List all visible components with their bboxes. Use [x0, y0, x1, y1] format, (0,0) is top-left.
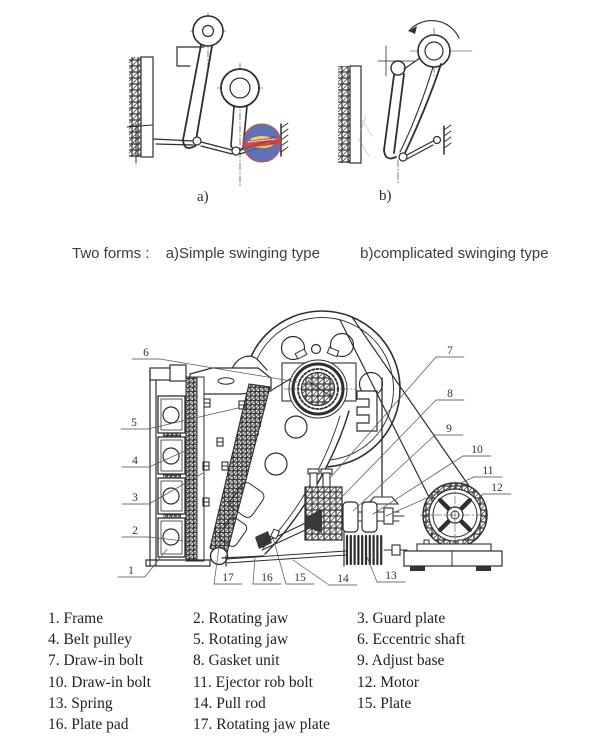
part-item: 5. Rotating jaw	[193, 631, 289, 649]
ejector-rod-bolt	[342, 502, 404, 532]
part-item: 8. Gasket unit	[193, 652, 280, 670]
callout-number: 5	[131, 417, 137, 429]
part-item: 2. Rotating jaw	[193, 610, 289, 627]
frame-right	[357, 378, 398, 504]
part-item: 7. Draw-in bolt	[48, 652, 144, 670]
part-item: 12. Motor	[357, 673, 419, 691]
figure-caption	[72, 245, 549, 262]
adjust-base	[305, 469, 342, 540]
motor-base	[404, 540, 502, 571]
part-item: 17. Rotating jaw plate	[193, 716, 330, 734]
callout-number: 2	[132, 525, 138, 537]
callout-number: 14	[337, 573, 349, 585]
callout-number: 8	[447, 388, 453, 400]
part-item: 6. Eccentric shaft	[357, 631, 466, 649]
diagram-b-complicated-swinging	[338, 21, 472, 184]
part-item: 13. Spring	[48, 694, 113, 712]
crusher-diagram	[118, 311, 511, 585]
callout-number: 13	[385, 570, 397, 582]
part-item: 16. Plate pad	[48, 716, 129, 734]
part-item: 14. Pull rod	[193, 694, 266, 712]
callout-number: 17	[222, 572, 234, 584]
part-item: 11. Ejector rob bolt	[193, 673, 313, 691]
caption-type-b: b)complicated swinging type	[360, 245, 549, 262]
callout-number: 4	[132, 455, 138, 467]
callout-number: 9	[446, 423, 452, 435]
caption-type-a: a)Simple swinging type	[165, 245, 320, 262]
motor-pulley	[420, 482, 490, 548]
callout-number: 1	[128, 565, 134, 577]
figure-label-a: a)	[197, 189, 209, 205]
diagram-a-simple-swinging	[127, 13, 288, 188]
spring	[344, 532, 407, 566]
callout-number: 11	[482, 465, 494, 477]
part-item: 1. Frame	[48, 610, 104, 627]
part-item: 3. Guard plate	[357, 610, 446, 627]
callout-number: 12	[491, 482, 503, 494]
watermark-logo	[243, 124, 283, 162]
part-item: 10. Draw-in bolt	[48, 673, 151, 691]
parts-list	[40, 608, 593, 735]
callout-number: 16	[261, 572, 273, 584]
callout-number: 6	[143, 347, 149, 359]
caption-prefix: Two forms :	[72, 245, 150, 262]
figure-label-b: b)	[379, 188, 392, 204]
part-item: 15. Plate	[357, 694, 412, 712]
callout-number: 7	[447, 345, 453, 357]
part-item: 4. Belt pulley	[48, 631, 132, 649]
callout-number: 15	[294, 572, 306, 584]
callout-number: 10	[471, 444, 483, 456]
part-item: 9. Adjust base	[357, 652, 445, 670]
callout-number: 3	[132, 492, 138, 504]
